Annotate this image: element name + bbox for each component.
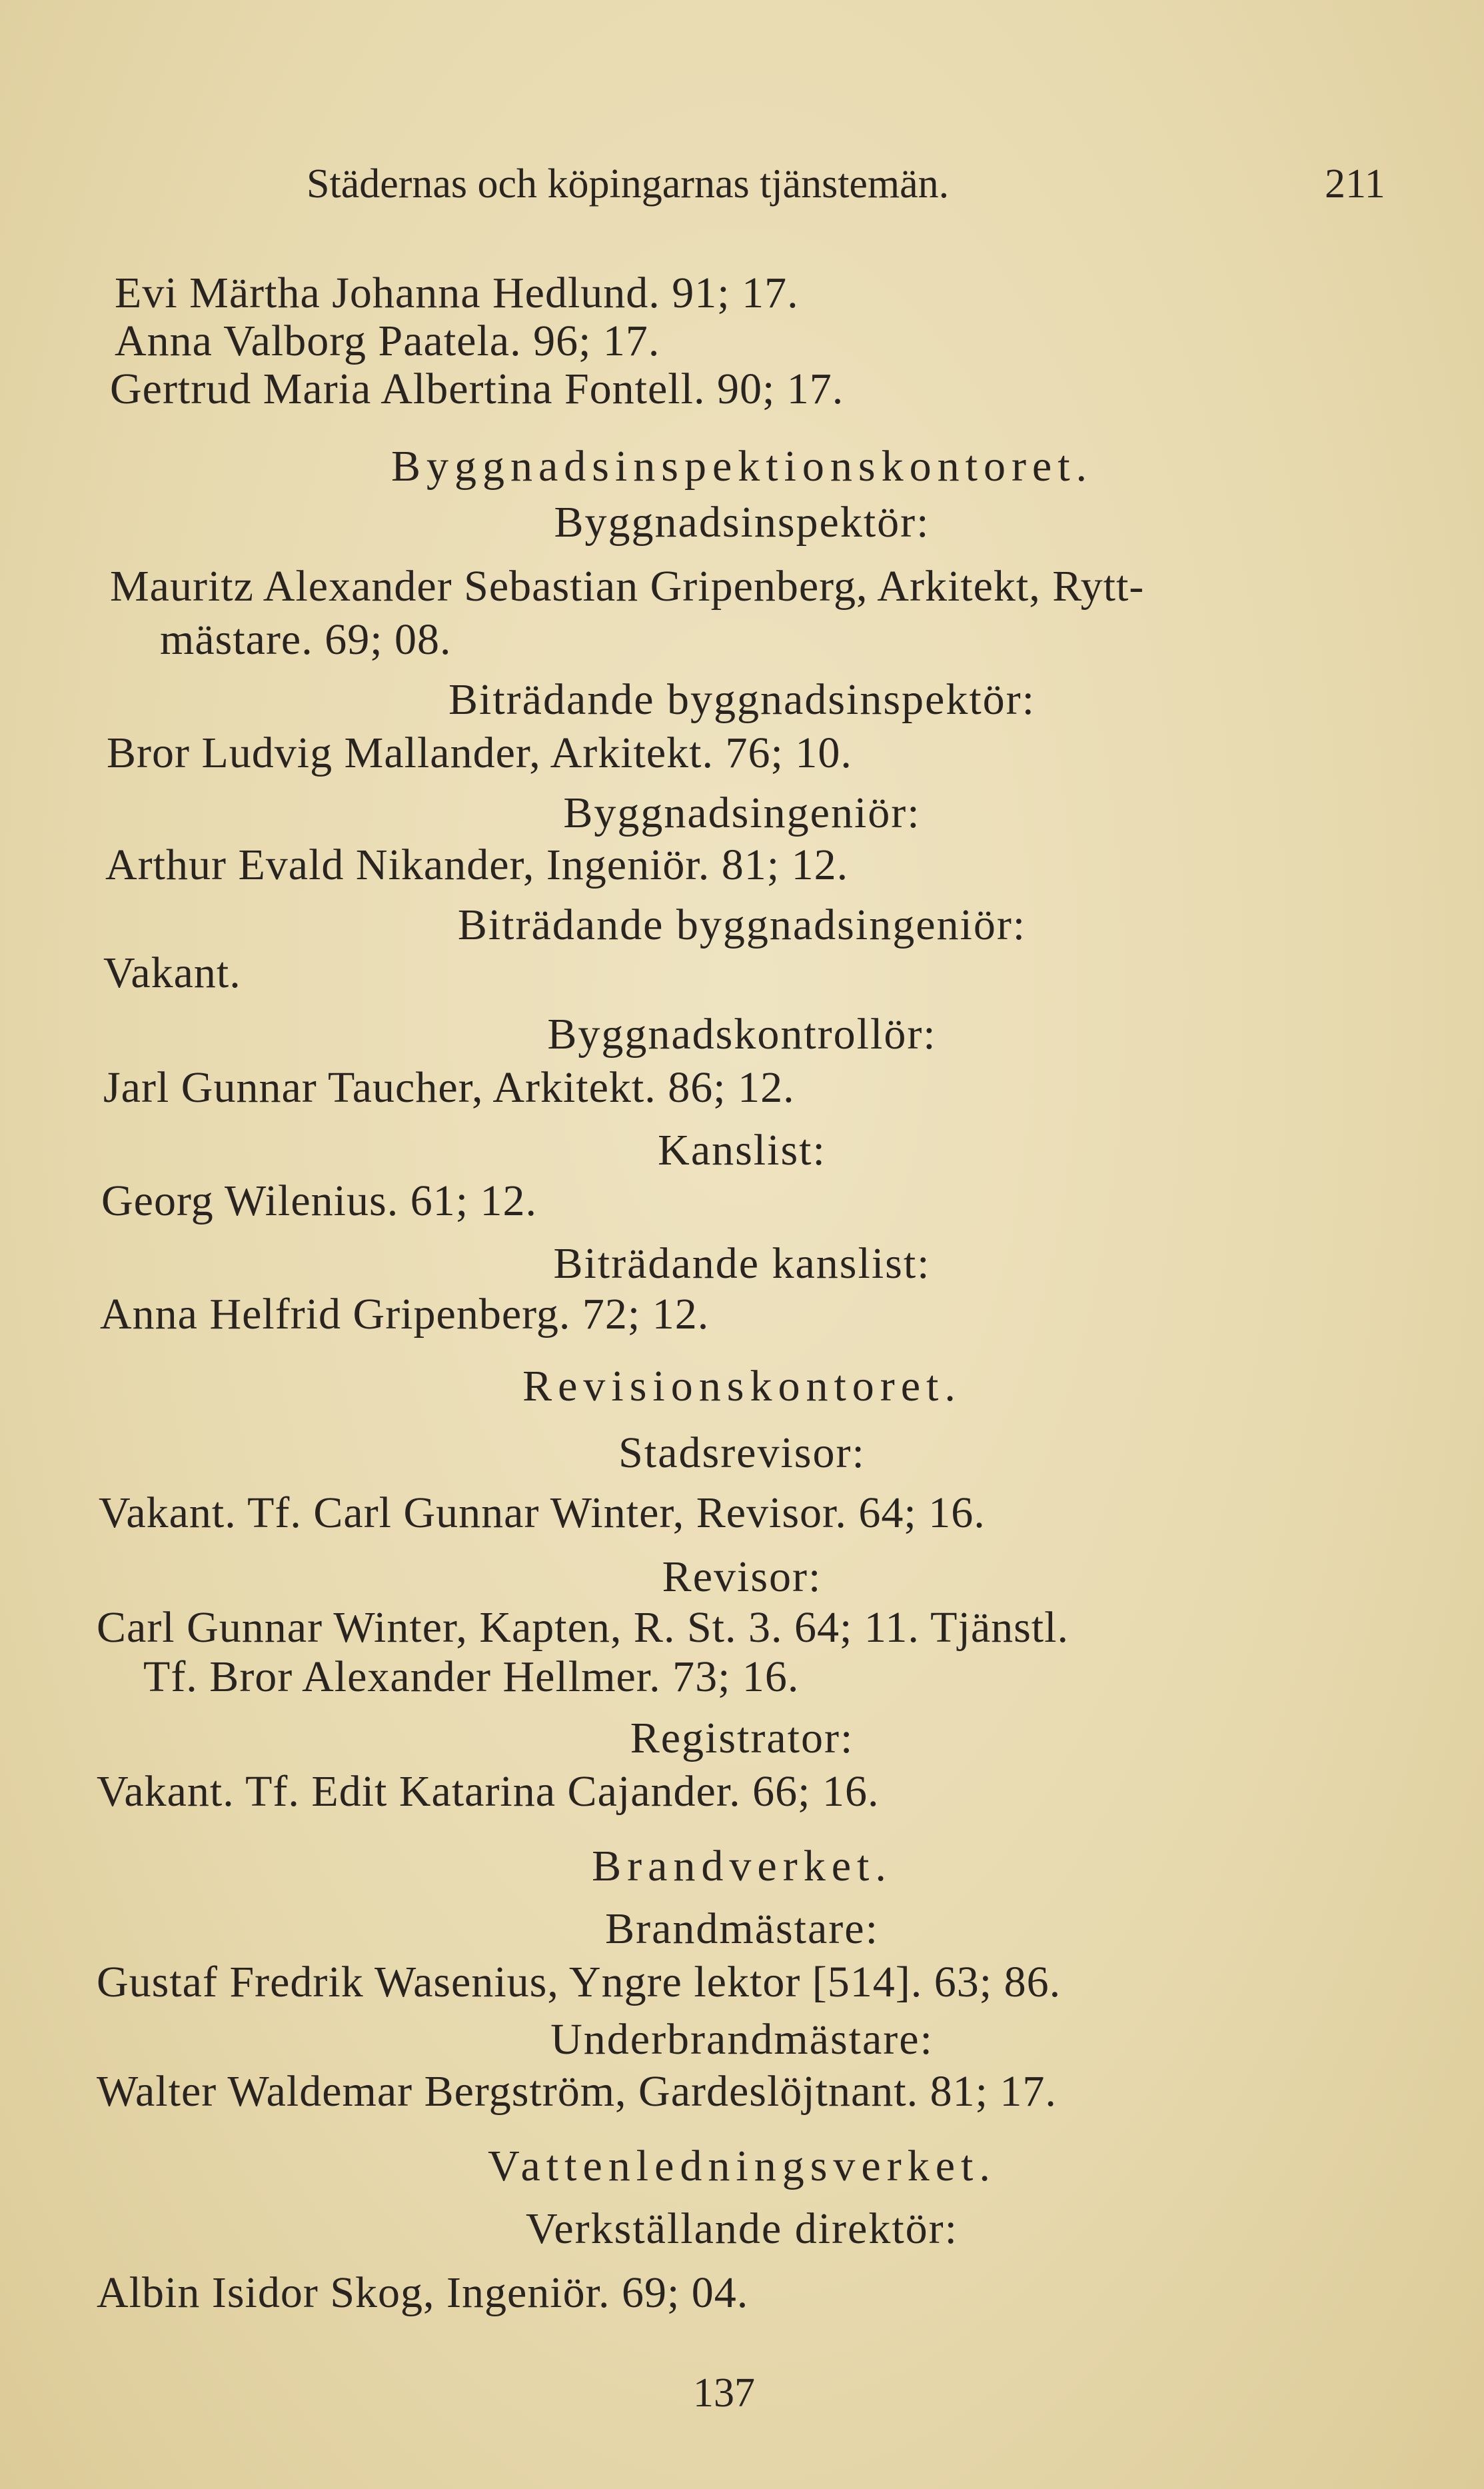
role-title: Byggnadsingeniör:: [563, 789, 921, 837]
entry-line: Vakant. Tf. Carl Gunnar Winter, Revisor. 64; 16.: [99, 1488, 986, 1537]
section-heading: Vattenledningsverket.: [488, 2142, 996, 2190]
role-title: Underbrandmästare:: [550, 2015, 934, 2064]
entry-line: Bror Ludvig Mallander, Arkitekt. 76; 10.: [107, 729, 852, 777]
role-title: Stadsrevisor:: [618, 1428, 866, 1477]
role-title: Byggnadsinspektör:: [554, 498, 930, 547]
entry-line: Albin Isidor Skog, Ingeniör. 69; 04.: [97, 2268, 749, 2317]
entry-line: Gustaf Fredrik Wasenius, Yngre lektor [514]. 63; 86.: [97, 1958, 1062, 2006]
folio-number: 137: [693, 2370, 755, 2416]
role-title: Kanslist:: [658, 1126, 826, 1175]
entry-line: Georg Wilenius. 61; 12.: [101, 1177, 538, 1225]
entry-line: Anna Helfrid Gripenberg. 72; 12.: [100, 1290, 710, 1338]
entry-line: Mauritz Alexander Sebastian Gripenberg, Arkitekt, Rytt-: [110, 562, 1145, 611]
entry-line: Tf. Bror Alexander Hellmer. 73; 16.: [143, 1652, 800, 1701]
entry-line: Carl Gunnar Winter, Kapten, R. St. 3. 64; 11. Tjänstl.: [97, 1603, 1069, 1652]
section-heading: Byggnadsinspektionskontoret.: [390, 442, 1094, 491]
role-title: Biträdande kanslist:: [553, 1239, 931, 1288]
role-title: Biträdande byggnadsinspektör:: [448, 675, 1036, 724]
entry-line: Anna Valborg Paatela. 96; 17.: [115, 317, 660, 365]
entry-line: Vakant.: [103, 949, 241, 997]
entry-line: Jarl Gunnar Taucher, Arkitekt. 86; 12.: [103, 1063, 795, 1112]
entry-line: mästare. 69; 08.: [160, 615, 452, 664]
section-heading: Brandverket.: [592, 1842, 892, 1890]
entry-line: Evi Märtha Johanna Hedlund. 91; 17.: [115, 269, 799, 317]
role-title: Brandmästare:: [605, 1904, 879, 1953]
entry-line: Gertrud Maria Albertina Fontell. 90; 17.: [110, 365, 844, 413]
running-title: Städernas och köpingarnas tjänstemän.: [307, 161, 950, 207]
page-number: 211: [1325, 161, 1385, 207]
role-title: Verkställande direktör:: [526, 2204, 958, 2253]
entry-line: Walter Waldemar Bergström, Gardeslöjtnant. 81; 17.: [97, 2067, 1057, 2116]
entry-line: Vakant. Tf. Edit Katarina Cajander. 66; 16.: [97, 1767, 880, 1816]
role-title: Byggnadskontrollör:: [547, 1010, 937, 1059]
entry-line: Arthur Evald Nikander, Ingeniör. 81; 12.: [105, 841, 849, 889]
role-title: Registrator:: [630, 1714, 854, 1762]
role-title: Biträdande byggnadsingeniör:: [457, 901, 1027, 949]
role-title: Revisor:: [662, 1552, 822, 1601]
section-heading: Revisionskontoret.: [522, 1362, 962, 1410]
